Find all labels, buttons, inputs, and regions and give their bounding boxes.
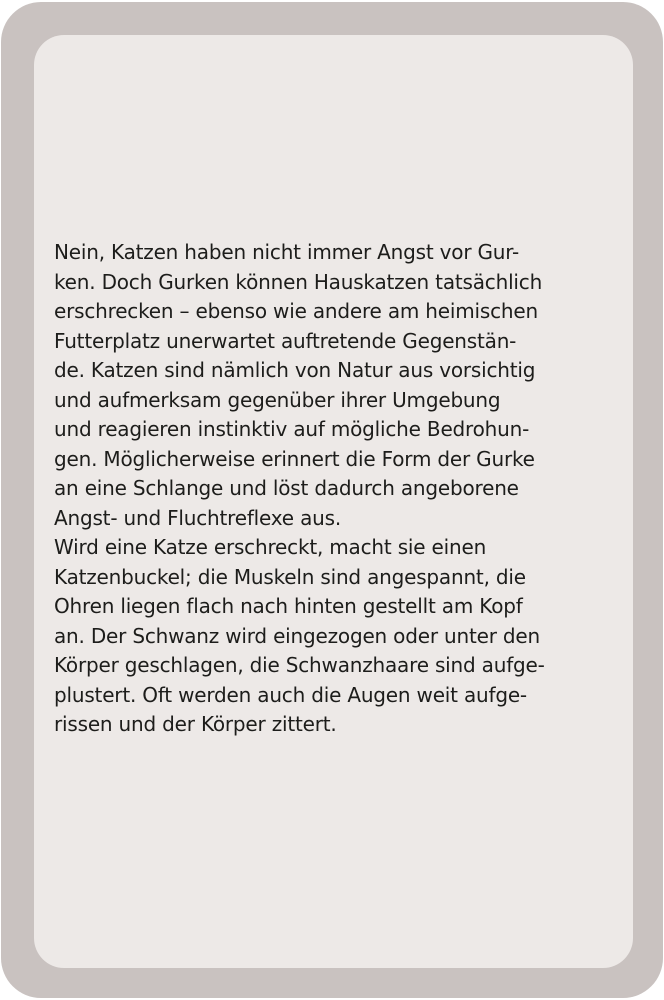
text-line: Körper geschlagen, die Schwanzhaare sind aufge- xyxy=(54,653,545,677)
text-line: Wird eine Katze erschreckt, macht sie einen xyxy=(54,535,487,559)
text-line: Nein, Katzen haben nicht immer Angst vor Gur- xyxy=(54,240,520,264)
text-line: erschrecken – ebenso wie andere am heimischen xyxy=(54,299,538,323)
paragraph-1 xyxy=(54,238,634,533)
card-frame xyxy=(1,2,663,998)
text-line: an eine Schlange und löst dadurch angeborene xyxy=(54,476,519,500)
card-text xyxy=(54,238,634,740)
text-line: und reagieren instinktiv auf mögliche Bedrohun- xyxy=(54,417,530,441)
text-line: Ohren liegen flach nach hinten gestellt am Kopf xyxy=(54,594,523,618)
text-line: Angst- und Fluchtreflexe aus. xyxy=(54,505,341,530)
text-line: und aufmerksam gegenüber ihrer Umgebung xyxy=(54,387,501,412)
text-line: rissen und der Körper zittert. xyxy=(54,712,337,736)
text-line: gen. Möglicherweise erinnert die Form der Gurke xyxy=(54,446,535,471)
text-line: plustert. Oft werden auch die Augen weit aufge- xyxy=(54,682,527,707)
text-line: an. Der Schwanz wird eingezogen oder unter den xyxy=(54,623,540,648)
text-line: Katzenbuckel; die Muskeln sind angespannt, die xyxy=(54,564,526,589)
paragraph-2 xyxy=(54,533,634,740)
text-line: ken. Doch Gurken können Hauskatzen tatsächlich xyxy=(54,269,543,294)
text-line: de. Katzen sind nämlich von Natur aus vorsichtig xyxy=(54,358,536,382)
card-face xyxy=(34,35,633,968)
text-line: Futterplatz unerwartet auftretende Gegenstän- xyxy=(54,328,517,353)
